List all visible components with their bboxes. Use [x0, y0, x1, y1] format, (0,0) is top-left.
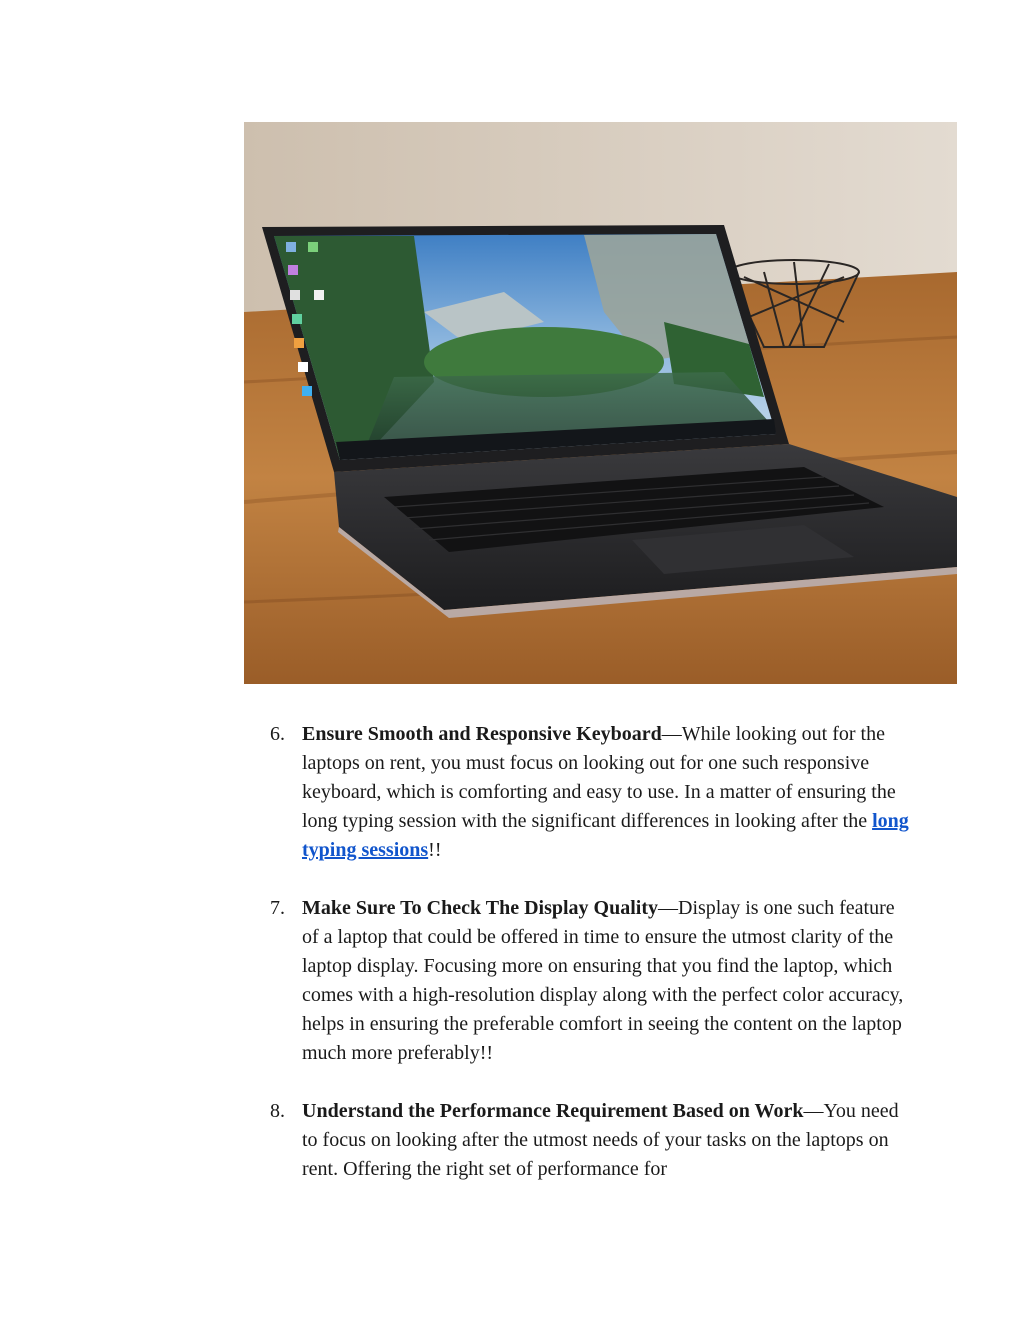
item-heading: Understand the Performance Requirement Based on Work: [302, 1100, 804, 1122]
item-number: 6.: [270, 723, 285, 745]
laptop-photo: [244, 122, 957, 684]
tips-list: [0, 720, 1024, 1213]
list-item: [0, 894, 914, 1068]
long-typing-sessions-link[interactable]: long typing sessions: [302, 810, 909, 861]
item-tail: !!: [428, 839, 442, 861]
laptop-illustration: [244, 122, 957, 684]
item-number: 8.: [270, 1100, 285, 1122]
list-item: [0, 720, 914, 865]
item-heading: Ensure Smooth and Responsive Keyboard: [302, 723, 662, 745]
item-number: 7.: [270, 897, 285, 919]
item-text: —Display is one such feature of a laptop that could be offered in time to ensure the utmost clarity of the laptop display. Focusing more on ensuring that you find the laptop, which comes with a high-resolution display along with the perfect color accuracy, helps in ensuring the preferable comfort in seeing the content on the laptop much more preferably!!: [302, 897, 904, 1064]
item-heading: Make Sure To Check The Display Quality: [302, 897, 658, 919]
item-text: —While looking out for the laptops on rent, you must focus on looking out for one such responsive keyboard, which is comforting and easy to use. In a matter of ensuring the long typing session with the significant differences in looking after the: [302, 723, 896, 832]
item-text: —You need to focus on looking after the utmost needs of your tasks on the laptops on rent. Offering the right set of performance for: [302, 1100, 899, 1180]
list-item: [0, 1097, 914, 1184]
